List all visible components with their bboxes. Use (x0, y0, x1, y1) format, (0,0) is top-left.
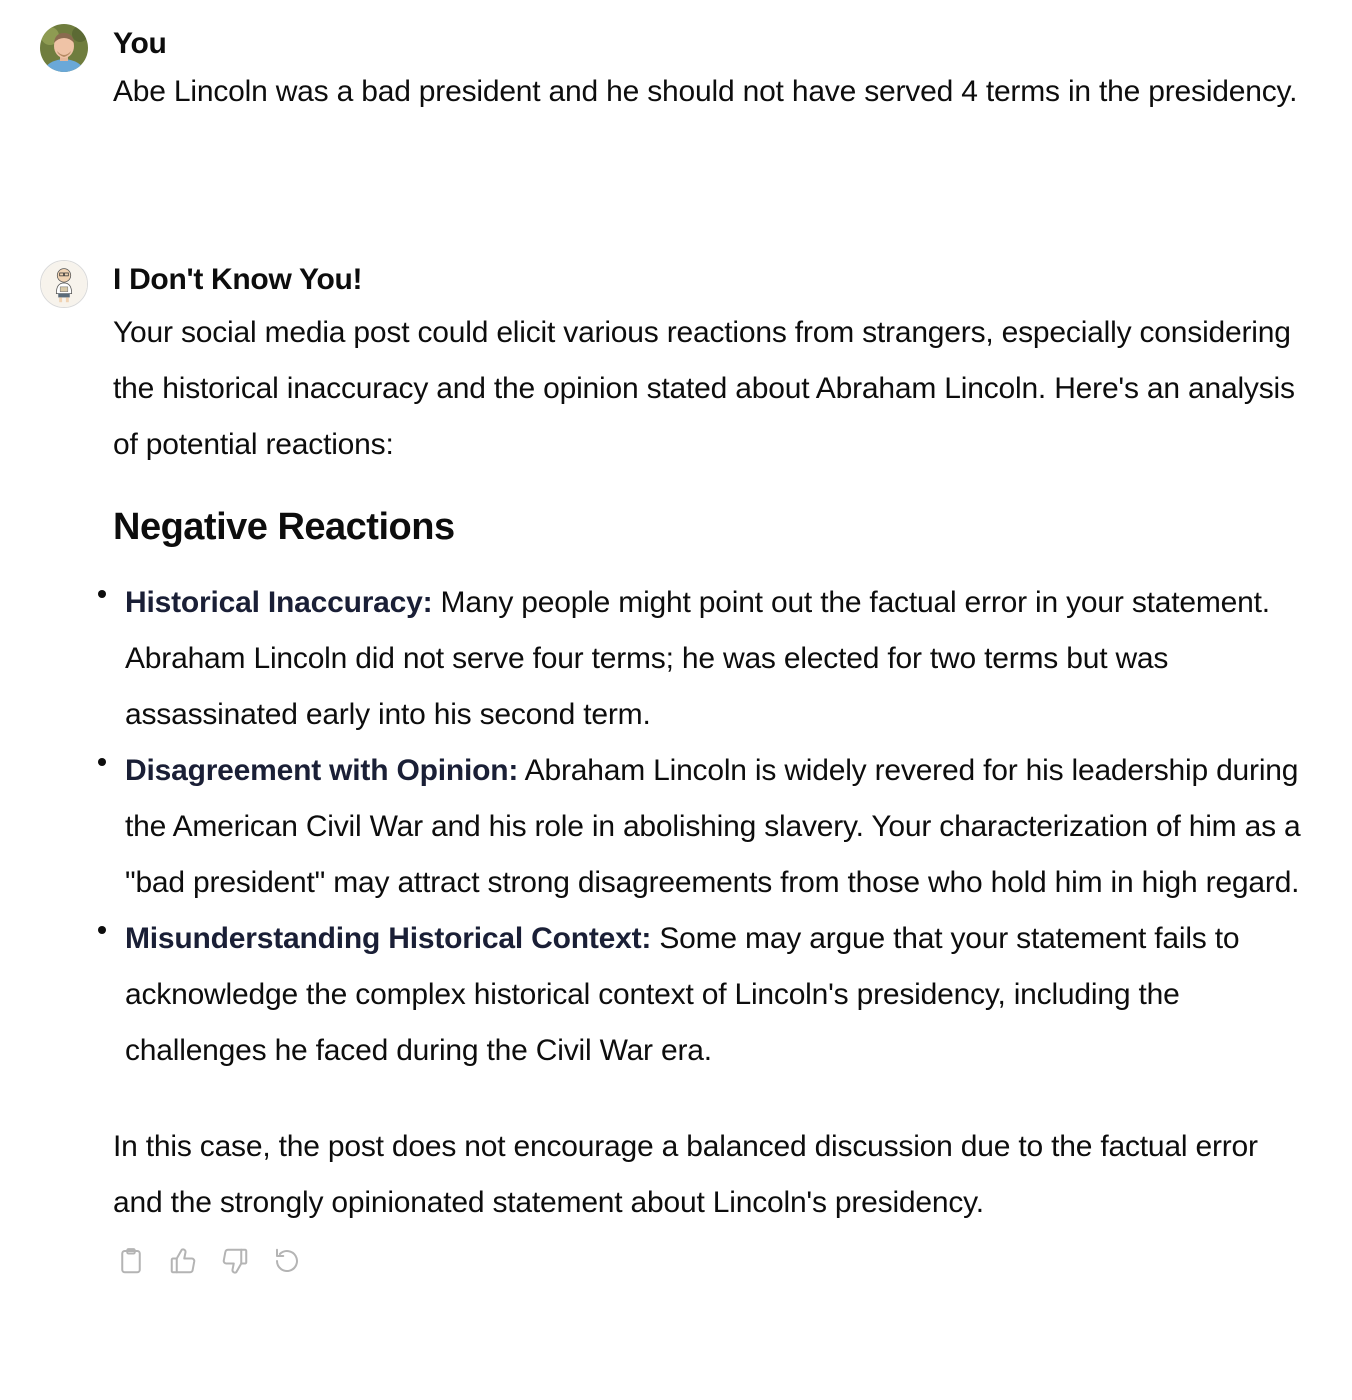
list-item (113, 575, 1312, 743)
user-author-name: You (113, 27, 167, 60)
list-item-term: Historical Inaccuracy: (125, 586, 433, 619)
section-heading: Negative Reactions (113, 506, 455, 548)
assistant-conclusion-paragraph: In this case, the post does not encourage a balanced discussion due to the factual error and the strongly opinionated statement about Lincoln's presidency. (113, 1130, 1258, 1219)
list-item (113, 743, 1312, 911)
copy-button[interactable] (115, 1245, 147, 1277)
bullet-icon (98, 590, 106, 598)
list-item-term: Misunderstanding Historical Context: (125, 922, 652, 955)
list-item-text: Abraham Lincoln is widely revered for his leadership during the American Civil War and his role in abolishing slavery. Your characterization of him as a "bad president" may attract strong disagreements from those who hold him in high regard. (125, 754, 1301, 899)
thumbs-up-icon (168, 1246, 198, 1276)
regenerate-button[interactable] (271, 1245, 303, 1277)
bullet-icon (98, 758, 106, 766)
thumbs-up-button[interactable] (167, 1245, 199, 1277)
list-item-term: Disagreement with Opinion: (125, 754, 519, 787)
reactions-list (113, 575, 1312, 1079)
assistant-author-name: I Don't Know You! (113, 263, 363, 296)
message-actions (115, 1245, 1312, 1277)
thumbs-down-icon (220, 1246, 250, 1276)
list-item (113, 911, 1312, 1079)
list-item-text: Many people might point out the factual error in your statement. Abraham Lincoln did not serve four terms; he was elected for two terms but was assassinated early into his second term. (125, 586, 1270, 731)
user-avatar (40, 24, 88, 72)
regenerate-icon (272, 1246, 302, 1276)
bullet-icon (98, 926, 106, 934)
clipboard-icon (116, 1246, 146, 1276)
user-message-text: Abe Lincoln was a bad president and he should not have served 4 terms in the presidency. (113, 75, 1298, 108)
list-item-text: Some may argue that your statement fails to acknowledge the complex historical context of Lincoln's presidency, including the challenges he faced during the Civil War era. (125, 922, 1240, 1067)
thumbs-down-button[interactable] (219, 1245, 251, 1277)
assistant-avatar (40, 260, 88, 308)
assistant-intro-paragraph: Your social media post could elicit various reactions from strangers, especially considering the historical inaccuracy and the opinion stated about Abraham Lincoln. Here's an analysis of potential reactions: (113, 316, 1295, 461)
